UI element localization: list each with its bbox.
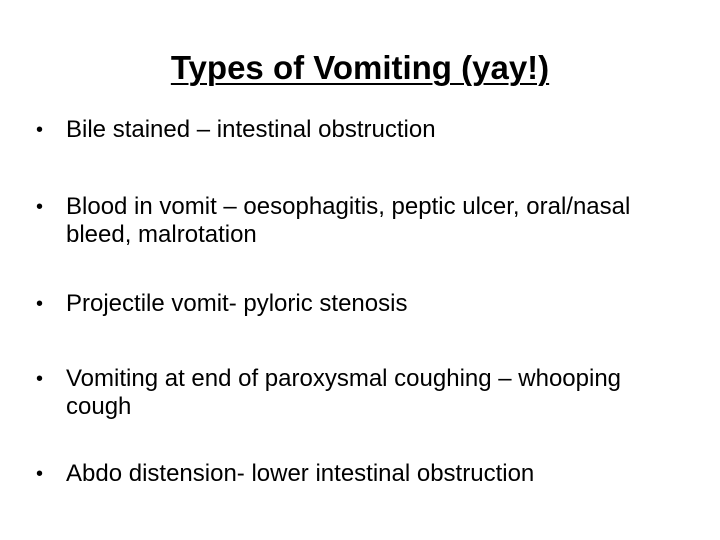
bullet-text: Vomiting at end of paroxysmal coughing – whooping cough bbox=[66, 365, 622, 420]
bullet-list bbox=[36, 116, 686, 488]
bullet-marker: • bbox=[36, 368, 44, 390]
bullet-marker: • bbox=[36, 463, 44, 485]
bullet-text: Abdo distension- lower intestinal obstruction bbox=[66, 460, 535, 487]
slide-title: Types of Vomiting (yay!) bbox=[170, 49, 550, 86]
bullet-text: Bile stained – intestinal obstruction bbox=[66, 116, 436, 143]
bullet-text: Blood in vomit – oesophagitis, peptic ulcer, oral/nasal bleed, malrotation bbox=[66, 193, 631, 248]
bullet-item bbox=[36, 116, 686, 144]
bullet-item bbox=[36, 365, 686, 421]
bullet-marker: • bbox=[36, 293, 44, 315]
bullet-text: Projectile vomit- pyloric stenosis bbox=[66, 290, 408, 317]
bullet-item bbox=[36, 193, 686, 249]
bullet-item bbox=[36, 460, 686, 488]
bullet-marker: • bbox=[36, 196, 44, 218]
bullet-marker: • bbox=[36, 119, 44, 141]
bullet-item bbox=[36, 290, 686, 318]
